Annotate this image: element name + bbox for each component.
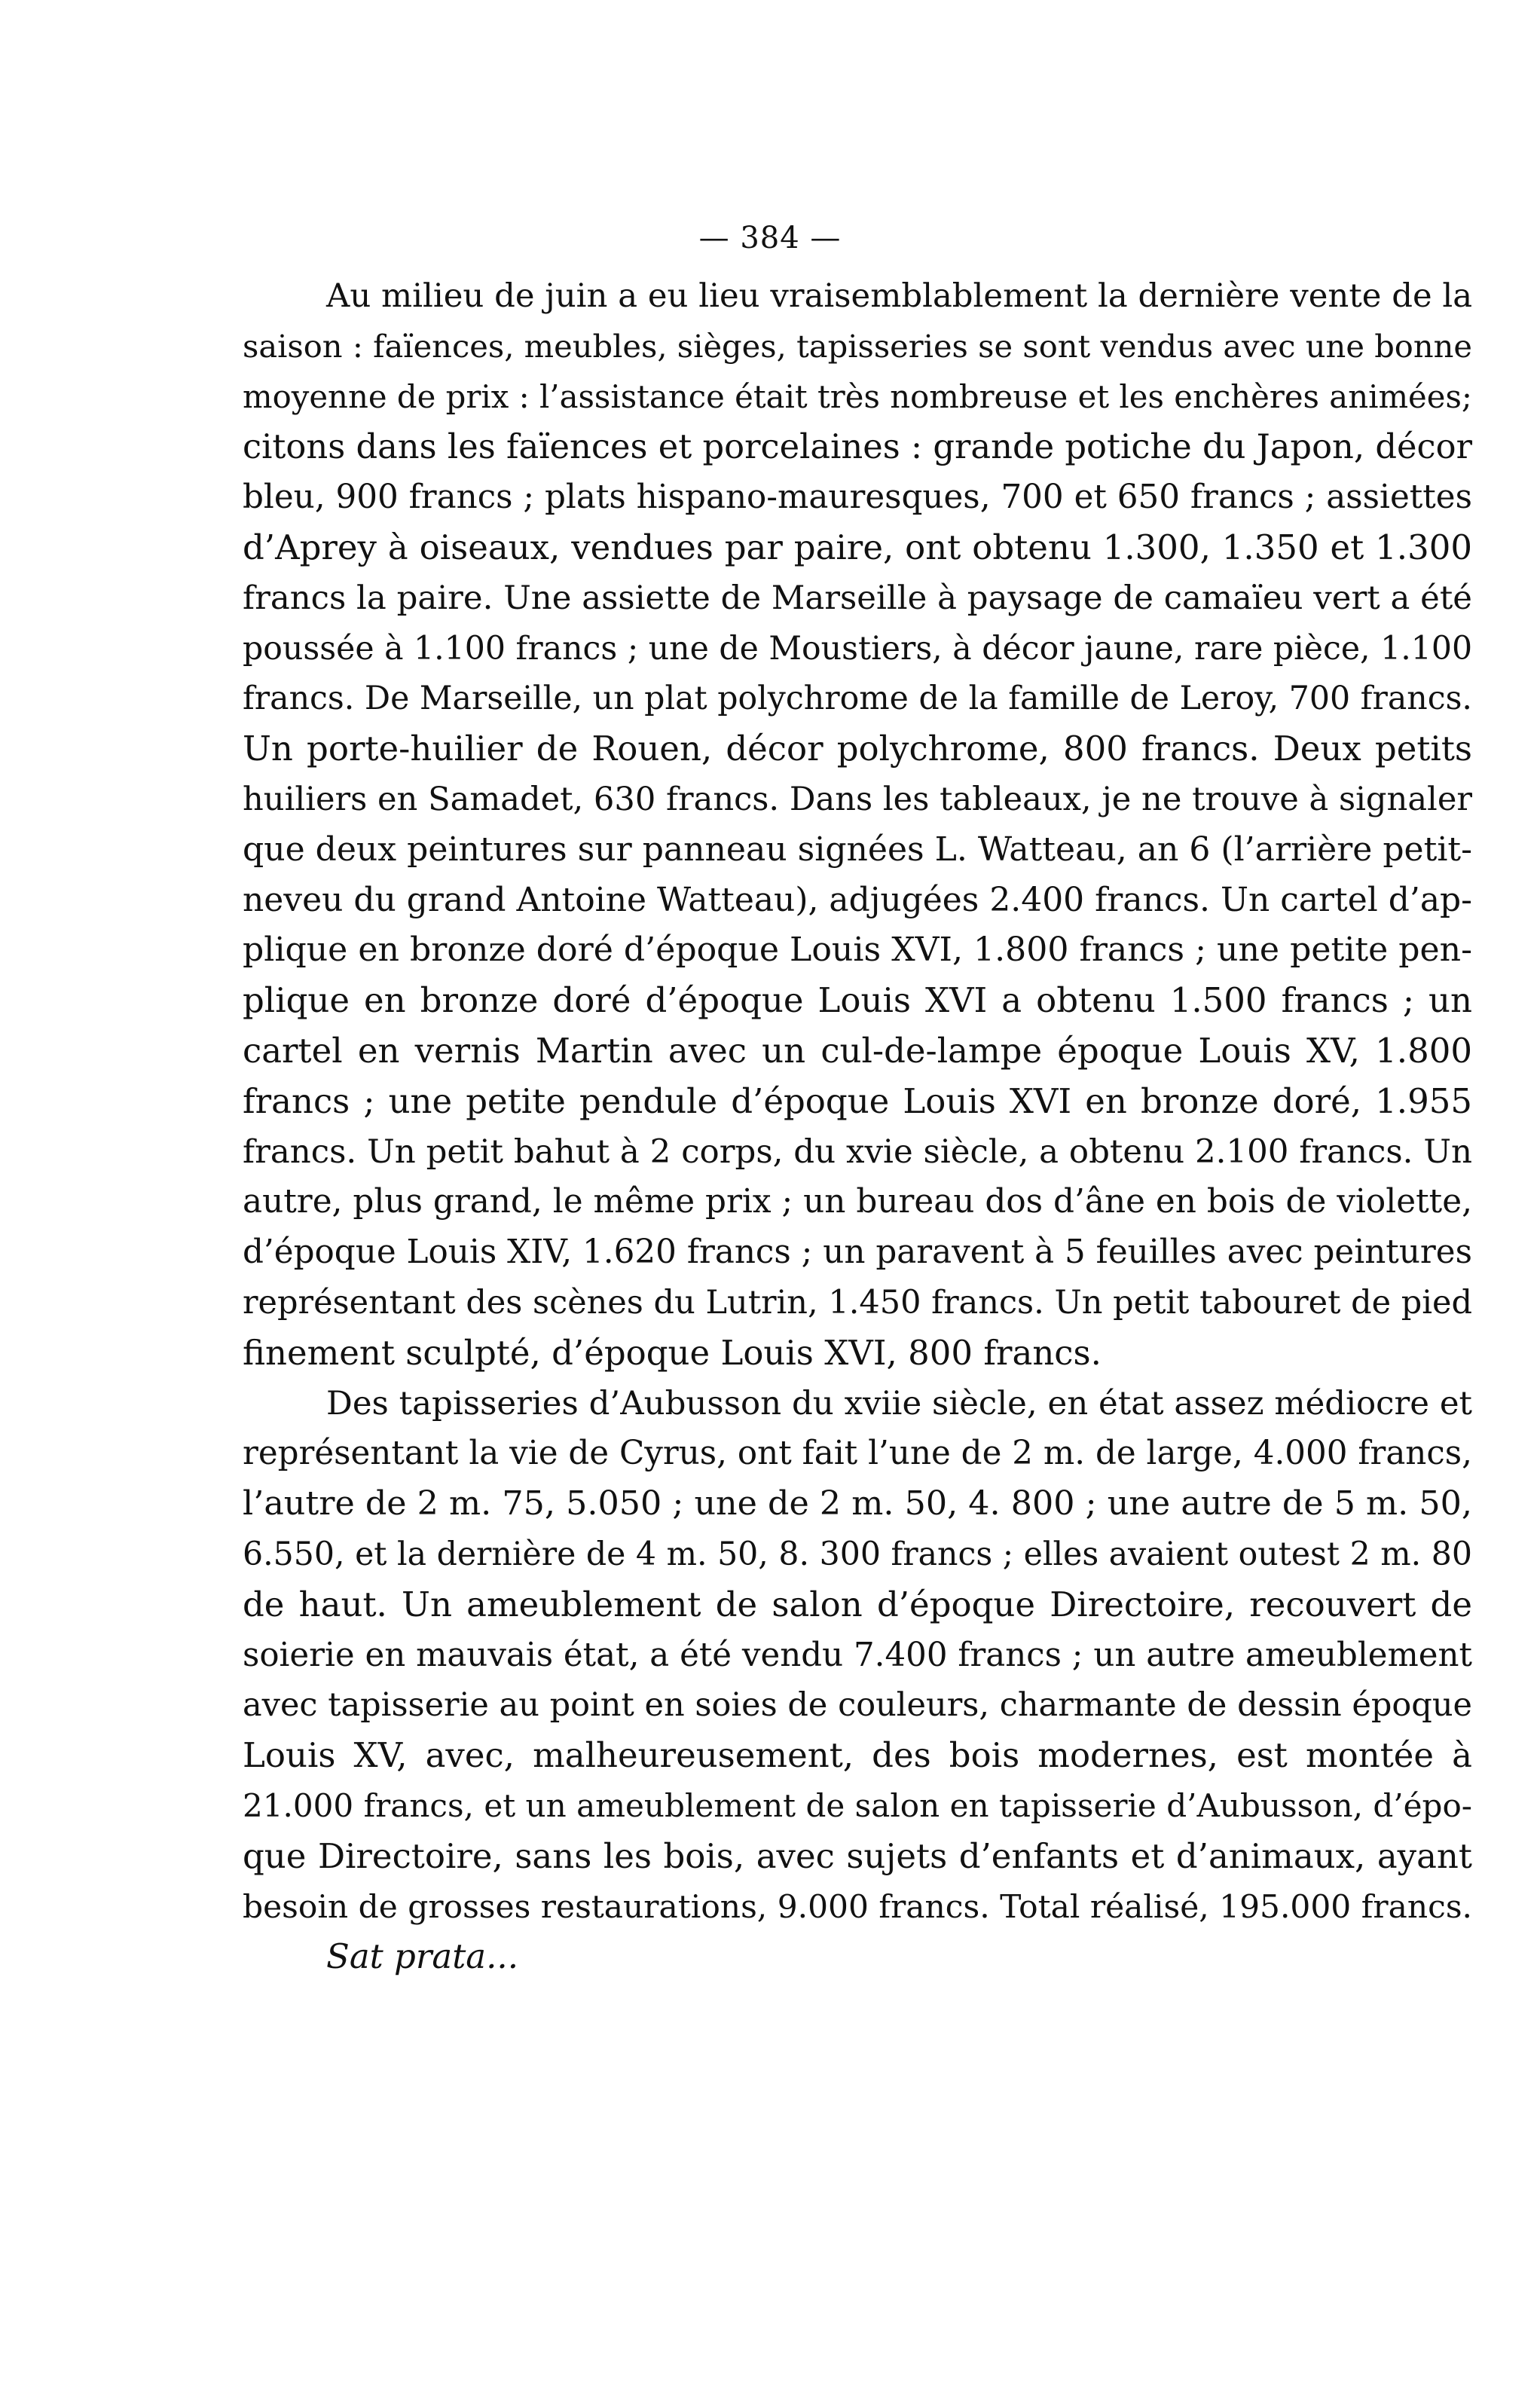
paragraph-2-line: Louis XV, avec, malheureusement, des bois modernes, est montée à (243, 1735, 1472, 1776)
closing-text: Sat prata... (326, 1936, 519, 1977)
paragraph-1-line: francs la paire. Une assiette de Marseille à paysage de camaïeu vert a été (243, 579, 1472, 617)
paragraph-1-line: huiliers en Samadet, 630 francs. Dans les tableaux, je ne trouve à signaler (243, 780, 1472, 818)
paragraph-1-line: poussée à 1.100 francs ; une de Moustiers, à décor jaune, rare pièce, 1.100 (243, 629, 1473, 668)
paragraph-2-line: l’autre de 2 m. 75, 5.050 ; une de 2 m. 50, 4. 800 ; une autre de 5 m. 50, (243, 1484, 1473, 1523)
paragraph-1-line: citons dans les faïences et porcelaines : grande potiche du Japon, décor (243, 426, 1472, 467)
paragraph-1-line: Un porte-huilier de Rouen, décor polychrome, 800 francs. Deux petits (243, 729, 1472, 769)
paragraph-1-line: francs ; une petite pendule d’époque Louis XVI en bronze doré, 1.955 (243, 1080, 1472, 1121)
paragraph-2-line: représentant la vie de Cyrus, ont fait l’une de 2 m. de large, 4.000 francs, (243, 1435, 1472, 1473)
paragraph-2-line: 21.000 francs, et un ameublement de salon en tapisserie d’Aubusson, d’épo- (243, 1786, 1472, 1824)
body-text (243, 271, 1472, 1982)
closing-line (243, 1932, 1472, 1982)
paragraph-2-line: avec tapisserie au point en soies de couleurs, charmante de dessin époque (243, 1686, 1472, 1725)
paragraph-2-line: que Directoire, sans les bois, avec sujets d’enfants et d’animaux, ayant (243, 1835, 1472, 1876)
paragraph-1-line: bleu, 900 francs ; plats hispano-mauresques, 700 et 650 francs ; assiettes (243, 478, 1472, 517)
paragraph-1-line: moyenne de prix : l’assistance était très nombreuse et les enchères animées; (243, 377, 1472, 415)
paragraph-1-line: saison : faïences, meubles, sièges, tapisseries se sont vendus avec une bonne (243, 327, 1472, 365)
paragraph-1-line: neveu du grand Antoine Watteau), adjugées 2.400 francs. Un cartel d’ap- (243, 880, 1472, 919)
paragraph-1-line: plique en bronze doré d’époque Louis XVI, 1.800 francs ; une petite pen- (243, 931, 1472, 970)
paragraph-1-line: autre, plus grand, le même prix ; un bureau dos d’âne en bois de violette, (243, 1182, 1472, 1221)
paragraph-1-line: francs. Un petit bahut à 2 corps, du xvie siècle, a obtenu 2.100 francs. Un (243, 1132, 1472, 1171)
paragraph-2-line: besoin de grosses restaurations, 9.000 francs. Total réalisé, 195.000 francs. (243, 1887, 1472, 1925)
paragraph-1-line: que deux peintures sur panneau signées L. Watteau, an 6 (l’arrière petit- (243, 830, 1472, 869)
paragraph-1-line: plique en bronze doré d’époque Louis XVI a obtenu 1.500 francs ; un (243, 980, 1472, 1021)
paragraph-2-line: soierie en mauvais état, a été vendu 7.400 francs ; un autre ameublement (243, 1636, 1472, 1674)
paragraph-1-line: francs. De Marseille, un plat polychrome de la famille de Leroy, 700 francs. (243, 680, 1472, 718)
paragraph-1-line: représentant des scènes du Lutrin, 1.450 francs. Un petit tabouret de pied (243, 1283, 1472, 1322)
paragraph-1-line: d’Aprey à oiseaux, vendues par paire, ont obtenu 1.300, 1.350 et 1.300 (243, 527, 1472, 567)
paragraph-1-line: finement sculpté, d’époque Louis XVI, 800 francs. (243, 1332, 1102, 1373)
paragraph-2-line: Des tapisseries d’Aubusson du xviie siècle, en état assez médiocre et (326, 1384, 1472, 1423)
paragraph-2-line: de haut. Un ameublement de salon d’époque Directoire, recouvert de (243, 1584, 1472, 1624)
paragraph-1-line: Au milieu de juin a eu lieu vraisemblablement la dernière vente de la (326, 277, 1473, 315)
paragraph-1-line: d’époque Louis XIV, 1.620 francs ; un paravent à 5 feuilles avec peintures (243, 1233, 1472, 1272)
page-number: — 384 — (698, 221, 842, 255)
paragraph-2-line: 6.550, et la dernière de 4 m. 50, 8. 300 francs ; elles avaient outest 2 m. 80 (243, 1535, 1472, 1573)
paragraph-1-line: cartel en vernis Martin avec un cul-de-lampe époque Louis XV, 1.800 (243, 1030, 1472, 1071)
